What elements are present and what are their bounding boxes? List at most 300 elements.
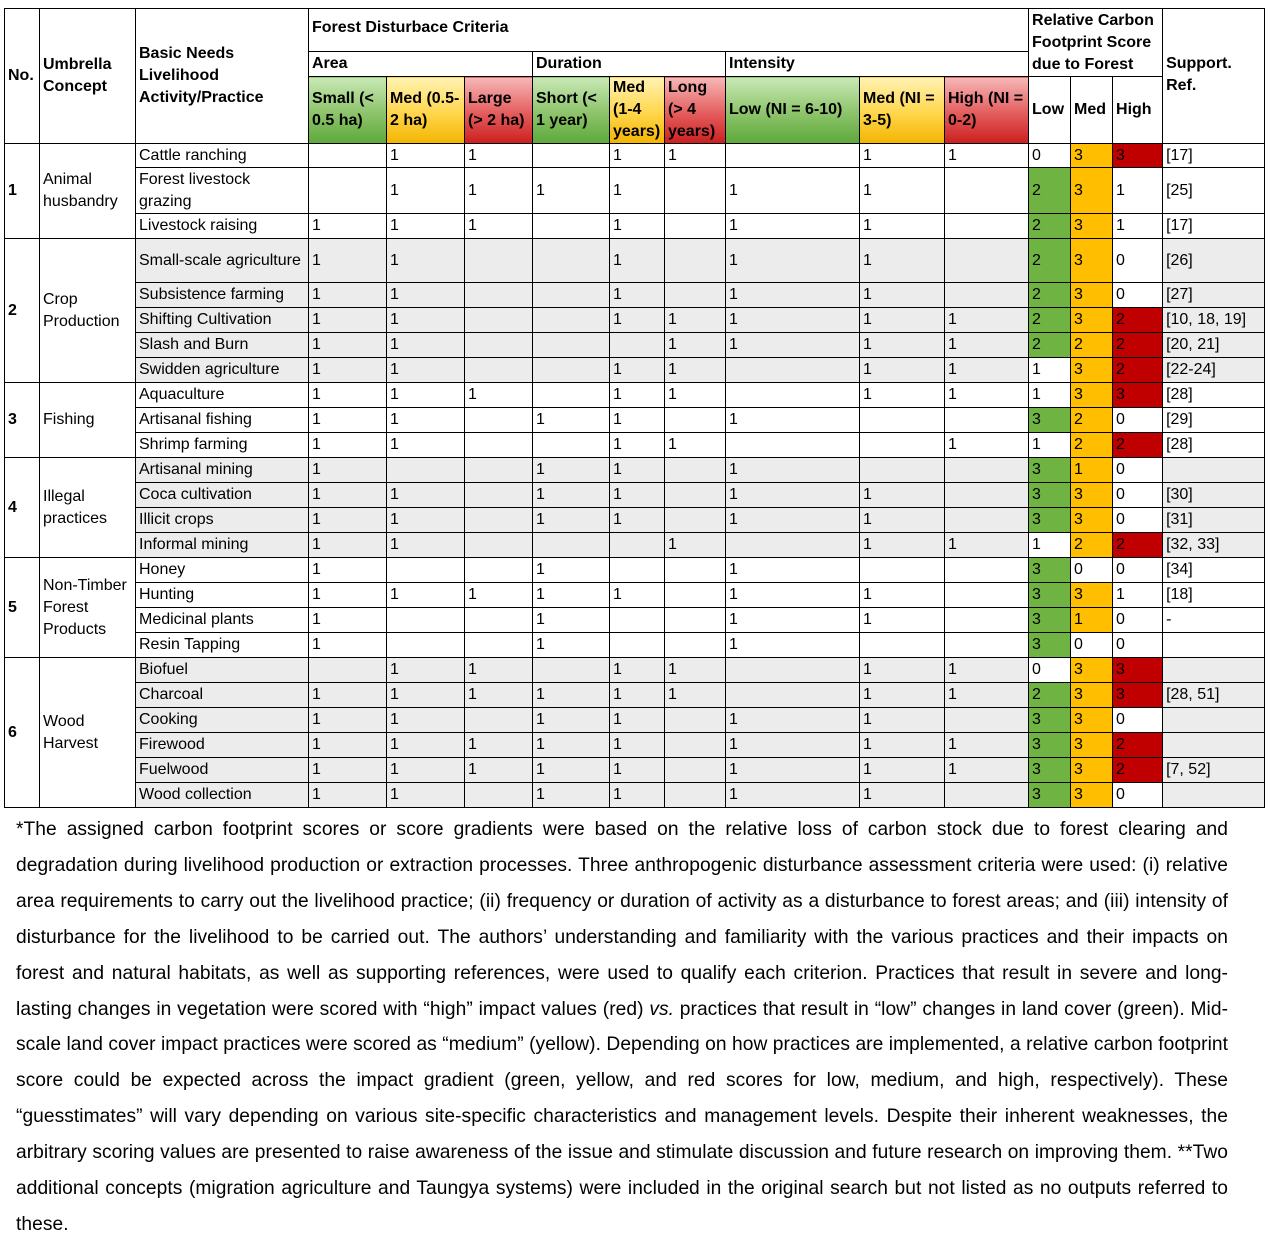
reference-cell xyxy=(1163,733,1265,758)
group-concept: Crop Production xyxy=(40,239,136,383)
activity-cell: Swidden agriculture xyxy=(136,358,309,383)
criteria-cell xyxy=(945,239,1029,283)
score-cell: 3 xyxy=(1071,708,1113,733)
carbon-footprint-table xyxy=(4,8,1265,808)
criteria-cell: 1 xyxy=(726,283,860,308)
table-row xyxy=(5,533,1265,558)
criteria-cell: 1 xyxy=(610,658,665,683)
criteria-cell: 1 xyxy=(387,383,465,408)
group-number: 1 xyxy=(5,144,40,239)
criteria-cell: 1 xyxy=(309,708,387,733)
score-cell: 3 xyxy=(1029,633,1071,658)
score-cell: 2 xyxy=(1071,408,1113,433)
reference-cell: [10, 18, 19] xyxy=(1163,308,1265,333)
criteria-cell: 1 xyxy=(860,658,945,683)
criteria-cell xyxy=(665,168,726,214)
criteria-cell: 1 xyxy=(945,533,1029,558)
criteria-cell: 1 xyxy=(387,683,465,708)
activity-cell: Charcoal xyxy=(136,683,309,708)
footnote-text-1: *The assigned carbon footprint scores or score gradients were based on the relative loss of carbon stock due to forest clearing and degradation during livelihood production or extraction processes. Three anthropogenic disturbance assessment criteria were used: (i) relative area requirements to carry out the livelihood practice; (ii) frequency or duration of activity as a disturbance to forest areas; and (iii) intensity of disturbance for the livelihood to be carried out. The authors’ understanding and familiarity with the various practices and their impacts on forest and natural habitats, as well as supporting references, were used to qualify each criterion. Practices that result in severe and long-lasting changes in vegetation were scored with “high” impact values (red) xyxy=(16,819,1228,1020)
criteria-cell: 1 xyxy=(387,408,465,433)
reference-cell: [30] xyxy=(1163,483,1265,508)
score-cell: 3 xyxy=(1071,144,1113,168)
criteria-cell xyxy=(665,733,726,758)
header-duration-med: Med (1-4 years) xyxy=(610,77,665,144)
criteria-cell: 1 xyxy=(665,383,726,408)
criteria-cell: 1 xyxy=(726,308,860,333)
table-row xyxy=(5,358,1265,383)
score-cell: 3 xyxy=(1071,733,1113,758)
header-carbon-score: Relative Carbon Footprint Score due to Forest xyxy=(1029,9,1163,77)
criteria-cell xyxy=(533,358,610,383)
group-number: 2 xyxy=(5,239,40,383)
criteria-cell xyxy=(309,144,387,168)
criteria-cell: 1 xyxy=(860,758,945,783)
header-duration: Duration xyxy=(533,52,726,77)
header-intensity-low: Low (NI = 6-10) xyxy=(726,77,860,144)
score-cell: 2 xyxy=(1071,333,1113,358)
criteria-cell: 1 xyxy=(860,608,945,633)
footnote-paragraph xyxy=(16,812,1228,1243)
criteria-cell xyxy=(945,558,1029,583)
criteria-cell: 1 xyxy=(610,508,665,533)
criteria-cell: 1 xyxy=(726,168,860,214)
activity-cell: Shifting Cultivation xyxy=(136,308,309,333)
criteria-cell xyxy=(860,558,945,583)
criteria-cell: 1 xyxy=(309,483,387,508)
score-cell: 2 xyxy=(1029,683,1071,708)
criteria-cell: 1 xyxy=(726,408,860,433)
score-cell: 3 xyxy=(1029,408,1071,433)
criteria-cell: 1 xyxy=(610,758,665,783)
criteria-cell xyxy=(860,408,945,433)
score-cell: 0 xyxy=(1071,558,1113,583)
criteria-cell: 1 xyxy=(945,308,1029,333)
criteria-cell: 1 xyxy=(309,358,387,383)
criteria-cell xyxy=(665,608,726,633)
table-row xyxy=(5,608,1265,633)
criteria-cell: 1 xyxy=(610,433,665,458)
activity-cell: Biofuel xyxy=(136,658,309,683)
criteria-cell xyxy=(465,333,533,358)
criteria-cell: 1 xyxy=(610,168,665,214)
criteria-cell xyxy=(533,283,610,308)
criteria-cell: 1 xyxy=(860,358,945,383)
criteria-cell xyxy=(665,633,726,658)
criteria-cell: 1 xyxy=(726,608,860,633)
score-cell: 0 xyxy=(1113,783,1163,808)
group-concept: Animal husbandry xyxy=(40,144,136,239)
table-row xyxy=(5,658,1265,683)
criteria-cell xyxy=(465,308,533,333)
criteria-cell: 1 xyxy=(309,239,387,283)
score-cell: 0 xyxy=(1113,483,1163,508)
table-row xyxy=(5,458,1265,483)
score-cell: 3 xyxy=(1029,558,1071,583)
score-cell: 1 xyxy=(1071,608,1113,633)
criteria-cell: 1 xyxy=(387,144,465,168)
criteria-cell xyxy=(610,633,665,658)
table-row xyxy=(5,144,1265,168)
criteria-cell: 1 xyxy=(860,283,945,308)
table-row xyxy=(5,214,1265,239)
header-area-large: Large (> 2 ha) xyxy=(465,77,533,144)
reference-cell xyxy=(1163,458,1265,483)
criteria-cell: 1 xyxy=(945,358,1029,383)
criteria-cell: 1 xyxy=(726,458,860,483)
group-concept: Wood Harvest xyxy=(40,658,136,808)
score-cell: 2 xyxy=(1113,333,1163,358)
score-cell: 0 xyxy=(1113,458,1163,483)
score-cell: 2 xyxy=(1113,758,1163,783)
criteria-cell: 1 xyxy=(726,733,860,758)
criteria-cell: 1 xyxy=(309,583,387,608)
criteria-cell xyxy=(533,214,610,239)
header-forest-criteria: Forest Disturbace Criteria xyxy=(309,9,1029,52)
criteria-cell: 1 xyxy=(309,308,387,333)
criteria-cell xyxy=(945,214,1029,239)
criteria-cell: 1 xyxy=(387,533,465,558)
reference-cell xyxy=(1163,708,1265,733)
criteria-cell xyxy=(465,433,533,458)
score-cell: 3 xyxy=(1071,508,1113,533)
criteria-cell: 1 xyxy=(533,733,610,758)
criteria-cell: 1 xyxy=(665,658,726,683)
criteria-cell xyxy=(665,783,726,808)
reference-cell: [28] xyxy=(1163,383,1265,408)
criteria-cell: 1 xyxy=(665,333,726,358)
criteria-cell xyxy=(665,583,726,608)
criteria-cell: 1 xyxy=(726,558,860,583)
criteria-cell xyxy=(665,214,726,239)
table-row xyxy=(5,733,1265,758)
criteria-cell: 1 xyxy=(610,358,665,383)
criteria-cell xyxy=(665,458,726,483)
criteria-cell: 1 xyxy=(726,333,860,358)
criteria-cell: 1 xyxy=(610,483,665,508)
criteria-cell xyxy=(387,558,465,583)
criteria-cell xyxy=(610,558,665,583)
criteria-cell: 1 xyxy=(465,214,533,239)
criteria-cell xyxy=(726,683,860,708)
criteria-cell: 1 xyxy=(860,783,945,808)
score-cell: 3 xyxy=(1029,733,1071,758)
reference-cell: [31] xyxy=(1163,508,1265,533)
score-cell: 3 xyxy=(1071,168,1113,214)
criteria-cell: 1 xyxy=(860,308,945,333)
criteria-cell xyxy=(945,633,1029,658)
score-cell: 2 xyxy=(1029,333,1071,358)
criteria-cell: 1 xyxy=(387,733,465,758)
criteria-cell: 1 xyxy=(610,783,665,808)
criteria-cell xyxy=(945,408,1029,433)
activity-cell: Honey xyxy=(136,558,309,583)
criteria-cell: 1 xyxy=(533,633,610,658)
criteria-cell: 1 xyxy=(945,144,1029,168)
criteria-cell: 1 xyxy=(387,658,465,683)
criteria-cell: 1 xyxy=(610,458,665,483)
score-cell: 3 xyxy=(1071,783,1113,808)
criteria-cell xyxy=(665,508,726,533)
activity-cell: Artisanal fishing xyxy=(136,408,309,433)
table-row xyxy=(5,383,1265,408)
criteria-cell: 1 xyxy=(309,683,387,708)
criteria-cell: 1 xyxy=(533,783,610,808)
criteria-cell xyxy=(465,483,533,508)
header-duration-long: Long (> 4 years) xyxy=(665,77,726,144)
criteria-cell: 1 xyxy=(610,408,665,433)
header-intensity: Intensity xyxy=(726,52,1029,77)
table-row xyxy=(5,558,1265,583)
criteria-cell: 1 xyxy=(465,758,533,783)
footnote-vs: vs. xyxy=(649,998,674,1020)
header-intensity-high: High (NI = 0-2) xyxy=(945,77,1029,144)
reference-cell: [28, 51] xyxy=(1163,683,1265,708)
score-cell: 0 xyxy=(1029,144,1071,168)
score-cell: 3 xyxy=(1113,383,1163,408)
criteria-cell xyxy=(387,458,465,483)
group-number: 5 xyxy=(5,558,40,658)
criteria-cell xyxy=(533,383,610,408)
score-cell: 3 xyxy=(1029,483,1071,508)
score-cell: 1 xyxy=(1071,458,1113,483)
table-row xyxy=(5,408,1265,433)
criteria-cell: 1 xyxy=(726,508,860,533)
criteria-cell xyxy=(726,144,860,168)
table-row xyxy=(5,758,1265,783)
group-number: 6 xyxy=(5,658,40,808)
activity-cell: Medicinal plants xyxy=(136,608,309,633)
criteria-cell xyxy=(945,583,1029,608)
criteria-cell: 1 xyxy=(665,308,726,333)
score-cell: 1 xyxy=(1029,433,1071,458)
score-cell: 0 xyxy=(1113,708,1163,733)
header-umbrella-concept: Umbrella Concept xyxy=(40,9,136,144)
criteria-cell: 1 xyxy=(610,383,665,408)
reference-cell: [25] xyxy=(1163,168,1265,214)
criteria-cell xyxy=(945,783,1029,808)
criteria-cell xyxy=(610,333,665,358)
criteria-cell: 1 xyxy=(465,168,533,214)
criteria-cell: 1 xyxy=(860,508,945,533)
footnote-text-2: practices that result in “low” changes in land cover (green). Mid-scale land cover impact practices were scored as “medium” (yellow). Depending on how practices are implemented, a relative carbon footprint score could be expected across the impact gradient (green, yellow, and red scores for low, medium, and high, respectively). These “guesstimates” will vary depending on various site-specific characteristics and management levels. Despite their inherent weaknesses, the arbitrary scoring values are presented to raise awareness of the issue and stimulate discussion and future research on improving them. **Two additional concepts (migration agriculture and Taungya systems) were included in the original search but not listed as no outputs referred to these. xyxy=(16,998,1229,1235)
criteria-cell: 1 xyxy=(610,583,665,608)
score-cell: 3 xyxy=(1071,308,1113,333)
reference-cell: [7, 52] xyxy=(1163,758,1265,783)
criteria-cell xyxy=(465,408,533,433)
criteria-cell: 1 xyxy=(309,783,387,808)
criteria-cell: 1 xyxy=(945,383,1029,408)
criteria-cell: 1 xyxy=(945,683,1029,708)
score-cell: 3 xyxy=(1071,683,1113,708)
criteria-cell xyxy=(945,608,1029,633)
score-cell: 3 xyxy=(1071,658,1113,683)
criteria-cell: 1 xyxy=(465,383,533,408)
criteria-cell: 1 xyxy=(309,383,387,408)
criteria-cell xyxy=(465,283,533,308)
table-row xyxy=(5,483,1265,508)
criteria-cell: 1 xyxy=(860,239,945,283)
score-cell: 3 xyxy=(1071,283,1113,308)
score-cell: 0 xyxy=(1113,408,1163,433)
criteria-cell: 1 xyxy=(387,214,465,239)
score-cell: 3 xyxy=(1113,658,1163,683)
criteria-cell xyxy=(387,633,465,658)
table-row xyxy=(5,283,1265,308)
criteria-cell: 1 xyxy=(860,214,945,239)
criteria-cell xyxy=(726,383,860,408)
criteria-cell xyxy=(465,558,533,583)
score-cell: 2 xyxy=(1113,733,1163,758)
score-cell: 3 xyxy=(1029,508,1071,533)
criteria-cell xyxy=(387,608,465,633)
criteria-cell: 1 xyxy=(533,483,610,508)
table-row xyxy=(5,333,1265,358)
criteria-cell: 1 xyxy=(387,508,465,533)
criteria-cell xyxy=(726,658,860,683)
criteria-cell: 1 xyxy=(309,733,387,758)
criteria-cell: 1 xyxy=(309,608,387,633)
score-cell: 2 xyxy=(1113,533,1163,558)
activity-cell: Illicit crops xyxy=(136,508,309,533)
reference-cell xyxy=(1163,658,1265,683)
criteria-cell xyxy=(726,358,860,383)
criteria-cell: 1 xyxy=(860,708,945,733)
criteria-cell: 1 xyxy=(533,683,610,708)
table-row xyxy=(5,633,1265,658)
criteria-cell: 1 xyxy=(610,683,665,708)
reference-cell: [17] xyxy=(1163,214,1265,239)
criteria-cell: 1 xyxy=(387,168,465,214)
header-intensity-med: Med (NI = 3-5) xyxy=(860,77,945,144)
reference-cell xyxy=(1163,633,1265,658)
criteria-cell: 1 xyxy=(726,633,860,658)
criteria-cell: 1 xyxy=(387,283,465,308)
criteria-cell: 1 xyxy=(465,583,533,608)
table-row xyxy=(5,308,1265,333)
score-cell: 1 xyxy=(1029,358,1071,383)
criteria-cell xyxy=(860,633,945,658)
score-cell: 0 xyxy=(1029,658,1071,683)
criteria-cell: 1 xyxy=(533,708,610,733)
criteria-cell xyxy=(465,533,533,558)
group-concept: Non-Timber Forest Products xyxy=(40,558,136,658)
table-row xyxy=(5,783,1265,808)
activity-cell: Small-scale agriculture xyxy=(136,239,309,283)
table-row xyxy=(5,508,1265,533)
criteria-cell: 1 xyxy=(387,583,465,608)
header-score-high: High xyxy=(1113,77,1163,144)
reference-cell: - xyxy=(1163,608,1265,633)
criteria-cell xyxy=(465,358,533,383)
criteria-cell: 1 xyxy=(726,758,860,783)
reference-cell: [28] xyxy=(1163,433,1265,458)
score-cell: 1 xyxy=(1113,583,1163,608)
criteria-cell xyxy=(465,239,533,283)
score-cell: 2 xyxy=(1113,308,1163,333)
reference-cell: [22-24] xyxy=(1163,358,1265,383)
criteria-cell: 1 xyxy=(860,144,945,168)
reference-cell: [34] xyxy=(1163,558,1265,583)
score-cell: 3 xyxy=(1071,758,1113,783)
criteria-cell xyxy=(665,558,726,583)
criteria-cell: 1 xyxy=(860,383,945,408)
criteria-cell: 1 xyxy=(387,308,465,333)
header-no: No. xyxy=(5,9,40,144)
score-cell: 1 xyxy=(1029,383,1071,408)
criteria-cell xyxy=(533,308,610,333)
criteria-cell: 1 xyxy=(665,433,726,458)
criteria-cell xyxy=(533,658,610,683)
criteria-cell: 1 xyxy=(387,358,465,383)
criteria-cell: 1 xyxy=(387,483,465,508)
criteria-cell: 1 xyxy=(945,658,1029,683)
criteria-cell: 1 xyxy=(860,683,945,708)
criteria-cell: 1 xyxy=(387,708,465,733)
criteria-cell: 1 xyxy=(945,433,1029,458)
criteria-cell: 1 xyxy=(726,239,860,283)
score-cell: 2 xyxy=(1113,433,1163,458)
criteria-cell xyxy=(665,283,726,308)
criteria-cell: 1 xyxy=(309,333,387,358)
group-concept: Fishing xyxy=(40,383,136,458)
criteria-cell: 1 xyxy=(465,658,533,683)
criteria-cell: 1 xyxy=(309,433,387,458)
score-cell: 3 xyxy=(1029,458,1071,483)
criteria-cell xyxy=(610,533,665,558)
activity-cell: Coca cultivation xyxy=(136,483,309,508)
table-row xyxy=(5,168,1265,214)
score-cell: 3 xyxy=(1113,144,1163,168)
criteria-cell xyxy=(945,708,1029,733)
criteria-cell xyxy=(533,333,610,358)
criteria-cell xyxy=(533,239,610,283)
criteria-cell: 1 xyxy=(533,758,610,783)
criteria-cell xyxy=(945,458,1029,483)
activity-cell: Wood collection xyxy=(136,783,309,808)
criteria-cell xyxy=(860,433,945,458)
criteria-cell: 1 xyxy=(726,214,860,239)
criteria-cell xyxy=(465,458,533,483)
activity-cell: Aquaculture xyxy=(136,383,309,408)
score-cell: 3 xyxy=(1071,583,1113,608)
criteria-cell: 1 xyxy=(860,733,945,758)
criteria-cell xyxy=(726,533,860,558)
score-cell: 3 xyxy=(1071,483,1113,508)
criteria-cell: 1 xyxy=(533,583,610,608)
criteria-cell: 1 xyxy=(726,483,860,508)
score-cell: 0 xyxy=(1113,558,1163,583)
criteria-cell: 1 xyxy=(465,683,533,708)
criteria-cell xyxy=(665,239,726,283)
criteria-cell: 1 xyxy=(465,733,533,758)
criteria-cell: 1 xyxy=(533,608,610,633)
score-cell: 2 xyxy=(1071,433,1113,458)
group-number: 4 xyxy=(5,458,40,558)
criteria-cell: 1 xyxy=(945,733,1029,758)
score-cell: 3 xyxy=(1071,214,1113,239)
group-concept: Illegal practices xyxy=(40,458,136,558)
score-cell: 0 xyxy=(1071,633,1113,658)
criteria-cell xyxy=(465,708,533,733)
score-cell: 3 xyxy=(1071,358,1113,383)
criteria-cell xyxy=(665,408,726,433)
reference-cell: [26] xyxy=(1163,239,1265,283)
criteria-cell: 1 xyxy=(387,333,465,358)
reference-cell: [18] xyxy=(1163,583,1265,608)
criteria-cell: 1 xyxy=(610,239,665,283)
criteria-cell: 1 xyxy=(860,168,945,214)
